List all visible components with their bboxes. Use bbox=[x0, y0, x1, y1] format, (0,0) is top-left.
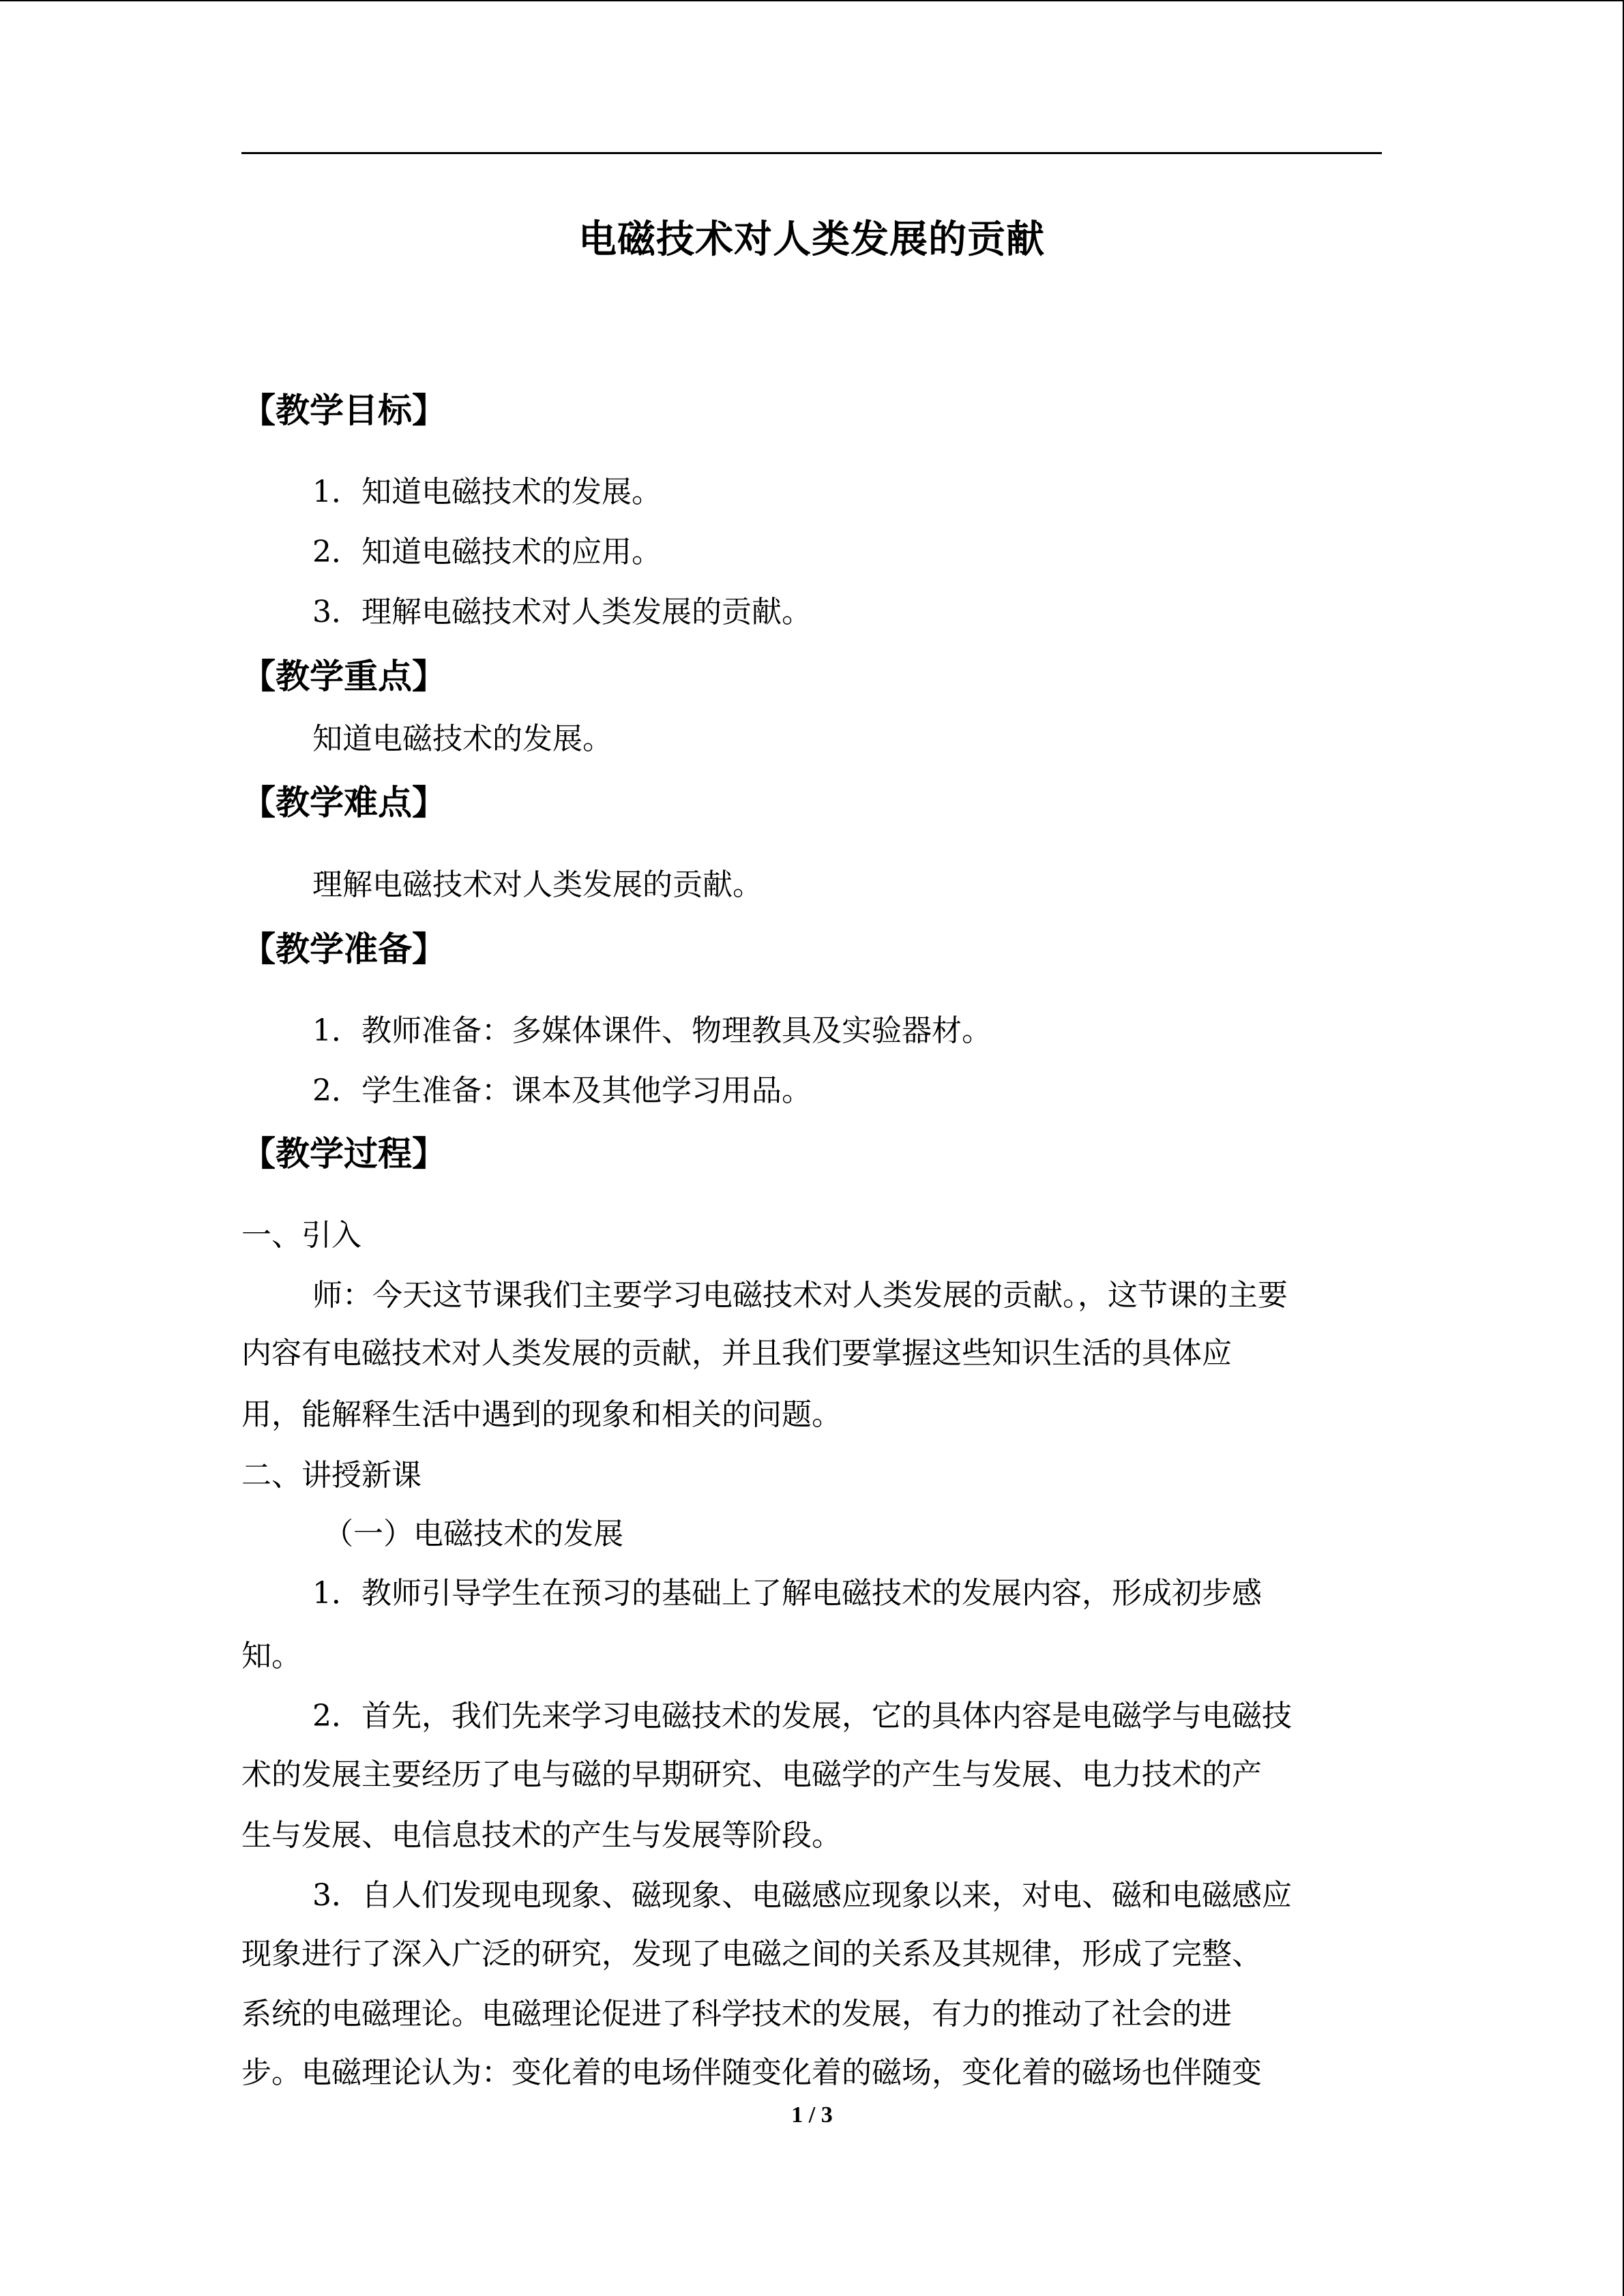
para3-line: 步。电磁理论认为：变化着的电场伴随变化着的磁场，变化着的磁场也伴随变 bbox=[241, 2055, 1262, 2090]
preparation-item: 1．教师准备：多媒体课件、物理教具及实验器材。 bbox=[312, 1013, 992, 1048]
objective-item: 3．理解电磁技术对人类发展的贡献。 bbox=[312, 595, 812, 629]
para3-line: 现象进行了深入广泛的研究，发现了电磁之间的关系及其规律，形成了完整、 bbox=[241, 1937, 1262, 1971]
intro-heading: 一、引入 bbox=[241, 1218, 361, 1253]
para2-line: 生与发展、电信息技术的产生与发展等阶段。 bbox=[241, 1818, 842, 1853]
difficulties-text: 理解电磁技术对人类发展的贡献。 bbox=[312, 867, 763, 902]
para2-line: 术的发展主要经历了电与磁的早期研究、电磁学的产生与发展、电力技术的产 bbox=[241, 1757, 1262, 1792]
heading-process: 【教学过程】 bbox=[241, 1134, 446, 1174]
subsection-heading: （一）电磁技术的发展 bbox=[323, 1517, 623, 1551]
intro-line: 用，能解释生活中遇到的现象和相关的问题。 bbox=[241, 1397, 842, 1432]
new-lesson-heading: 二、讲授新课 bbox=[241, 1458, 422, 1493]
preparation-item: 2．学生准备：课本及其他学习用品。 bbox=[312, 1073, 812, 1108]
key-points-text: 知道电磁技术的发展。 bbox=[312, 721, 612, 756]
intro-line: 内容有电磁技术对人类发展的贡献，并且我们要掌握这些知识生活的具体应 bbox=[241, 1336, 1232, 1371]
objective-item: 1．知道电磁技术的发展。 bbox=[312, 475, 662, 509]
para1-line: 知。 bbox=[241, 1639, 301, 1673]
page-number: 1 / 3 bbox=[791, 2102, 833, 2128]
para3-line: 3．自人们发现电现象、磁现象、电磁感应现象以来，对电、磁和电磁感应 bbox=[312, 1878, 1292, 1913]
header-rule bbox=[241, 152, 1382, 154]
heading-key-points: 【教学重点】 bbox=[241, 657, 446, 696]
heading-difficulties: 【教学难点】 bbox=[241, 783, 446, 822]
heading-preparation: 【教学准备】 bbox=[241, 929, 446, 969]
para1-line: 1．教师引导学生在预习的基础上了解电磁技术的发展内容，形成初步感 bbox=[312, 1576, 1262, 1611]
document-title: 电磁技术对人类发展的贡献 bbox=[578, 218, 1045, 262]
intro-line: 师：今天这节课我们主要学习电磁技术对人类发展的贡献。，这节课的主要 bbox=[312, 1278, 1288, 1313]
para2-line: 2．首先，我们先来学习电磁技术的发展，它的具体内容是电磁学与电磁技 bbox=[312, 1699, 1292, 1733]
para3-line: 系统的电磁理论。电磁理论促进了科学技术的发展，有力的推动了社会的进 bbox=[241, 1997, 1232, 2031]
heading-objectives: 【教学目标】 bbox=[241, 391, 446, 430]
objective-item: 2．知道电磁技术的应用。 bbox=[312, 535, 662, 569]
